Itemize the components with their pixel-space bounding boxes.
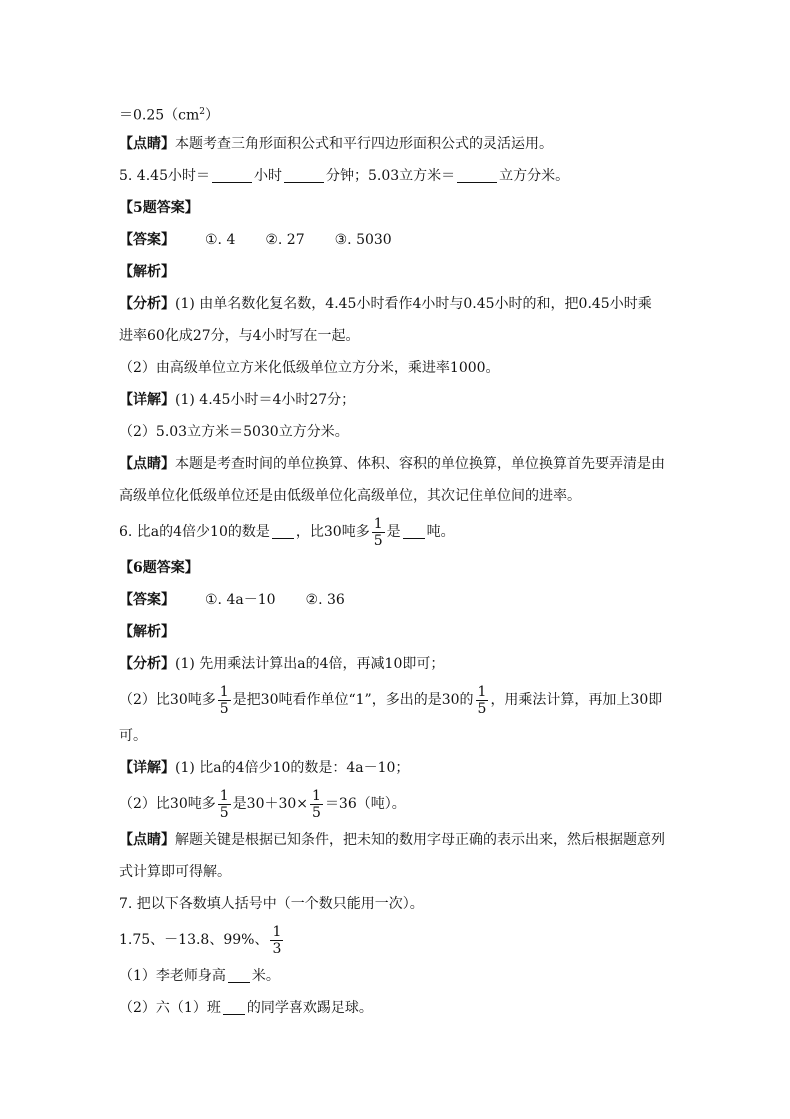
fraction [270,924,283,957]
q5-fenxi-2: （2）由高级单位立方米化低级单位立方分米，乘进率1000。 [119,360,500,376]
tag: 【点睛】 [119,456,175,472]
q6-dianjing-b: 式计算即可得解。 [119,864,231,880]
text: 的同学喜欢踢足球。 [246,1000,373,1016]
text: 解题关键是根据已知条件，把未知的数用字母正确的表示出来，然后根据题意列 [175,832,665,848]
q5-fenxi-1 [119,288,679,320]
text: （2）六（1）班 [119,1000,221,1016]
numerator: 1 [373,515,383,532]
denominator: 5 [373,532,383,549]
fraction [310,788,323,821]
denominator: 5 [219,700,229,717]
question-6 [119,512,679,552]
answer-blank[interactable] [403,524,425,539]
text: 分钟；5.03立方米＝ [325,168,456,184]
text: 吨。 [426,524,455,540]
text: （1）李老师身高 [119,968,226,984]
answer-blank[interactable] [272,524,294,539]
text: (1) 由单名数化复名数，4.45小时看作4小时与0.45小时的和，把0.45小时乘 [175,296,652,312]
text: 5. 4.45小时＝ [119,168,210,184]
q6-fenxi-1 [119,648,679,680]
q5-jiexi: 【解析】 [119,264,175,280]
text: 米。 [251,968,280,984]
q6-fenxi-2d: 可。 [119,728,147,744]
numerator: 1 [477,683,487,700]
text: 立方分米。 [499,168,570,184]
answer-item: ②. 36 [305,592,345,608]
text: （2）比30吨多 [119,692,216,708]
fraction [218,788,231,821]
q7-item-2 [119,992,679,1024]
q7-numbers [119,920,679,960]
q6-answer [119,584,679,616]
q5-answer-heading: 【5题答案】 [119,200,199,216]
tag: 【分析】 [119,296,175,312]
answer-item: ①. 4a－10 [205,592,276,608]
q6-dianjing [119,824,679,856]
text: 本题考查三角形面积公式和平行四边形面积公式的灵活运用。 [175,136,553,152]
line-area-result [119,96,679,128]
text: ，用乘法计算，再加上30即 [490,692,663,708]
q6-fenxi-2 [119,680,679,720]
text: ，比30吨多 [295,524,370,540]
text: ＝36（吨）。 [324,796,406,812]
text: ） [205,107,220,124]
superscript: 2 [199,107,206,117]
fraction [372,516,385,549]
numerator: 1 [272,923,282,940]
q6-jiexi: 【解析】 [119,624,175,640]
q5-dianjing-b: 高级单位化低级单位还是由低级单位化高级单位，其次记住单位间的进率。 [119,488,581,504]
q4-dianjing [119,128,679,160]
text: 本题是考查时间的单位换算、体积、容积的单位换算，单位换算首先要弄清是由 [175,456,665,472]
text: (1) 先用乘法计算出a的4倍，再减10即可； [175,656,445,672]
denominator: 5 [312,804,321,821]
fraction [476,684,489,717]
tag: 【点睛】 [119,136,175,152]
text: (1) 比a的4倍少10的数是：4a－10； [175,760,410,776]
tag: 【详解】 [119,392,175,408]
answer-blank[interactable] [228,968,250,983]
answer-item: ①. 4 [205,232,236,248]
text: （2）比30吨多 [119,796,216,812]
answer-item: ②. 27 [265,232,305,248]
text: 是把30吨看作单位“1”，多出的是30的 [232,692,474,708]
denominator: 5 [219,804,229,821]
q5-answer [119,224,679,256]
document-page [119,96,679,1024]
answer-item: ③. 5030 [334,232,392,248]
tag: 【答案】 [119,592,175,608]
text: (1) 4.45小时＝4小时27分； [175,392,356,408]
text: 6. 比a的4倍少10的数是 [119,524,270,540]
q7-item-1 [119,960,679,992]
q5-xiangjie-2: （2）5.03立方米＝5030立方分米。 [119,424,349,440]
denominator: 3 [272,940,282,957]
answer-blank[interactable] [223,1000,245,1015]
text: ＝0.25（cm [119,107,200,124]
tag: 【答案】 [119,232,175,248]
answer-blank[interactable] [457,168,497,183]
q6-xiangjie-2 [119,784,679,824]
tag: 【详解】 [119,760,175,776]
question-5 [119,160,679,192]
denominator: 5 [477,700,487,717]
text: 是 [386,524,401,540]
fraction [218,684,231,717]
q5-dianjing [119,448,679,480]
q6-xiangjie-1 [119,752,679,784]
q6-answer-heading: 【6题答案】 [119,560,199,576]
text: 1.75、－13.8、99%、 [119,932,269,948]
question-7: 7. 把以下各数填人括号中（一个数只能用一次）。 [119,896,424,912]
text: 是30＋30× [232,796,309,812]
q5-fenxi-1b: 进率60化成27分，与4小时写在一起。 [119,328,360,344]
numerator: 1 [219,683,229,700]
answer-blank[interactable] [212,168,252,183]
text: 小时 [253,168,282,184]
tag: 【分析】 [119,656,175,672]
q5-xiangjie-1 [119,384,679,416]
numerator: 1 [219,787,229,804]
numerator: 1 [312,787,321,804]
answer-blank[interactable] [284,168,324,183]
tag: 【点睛】 [119,832,175,848]
